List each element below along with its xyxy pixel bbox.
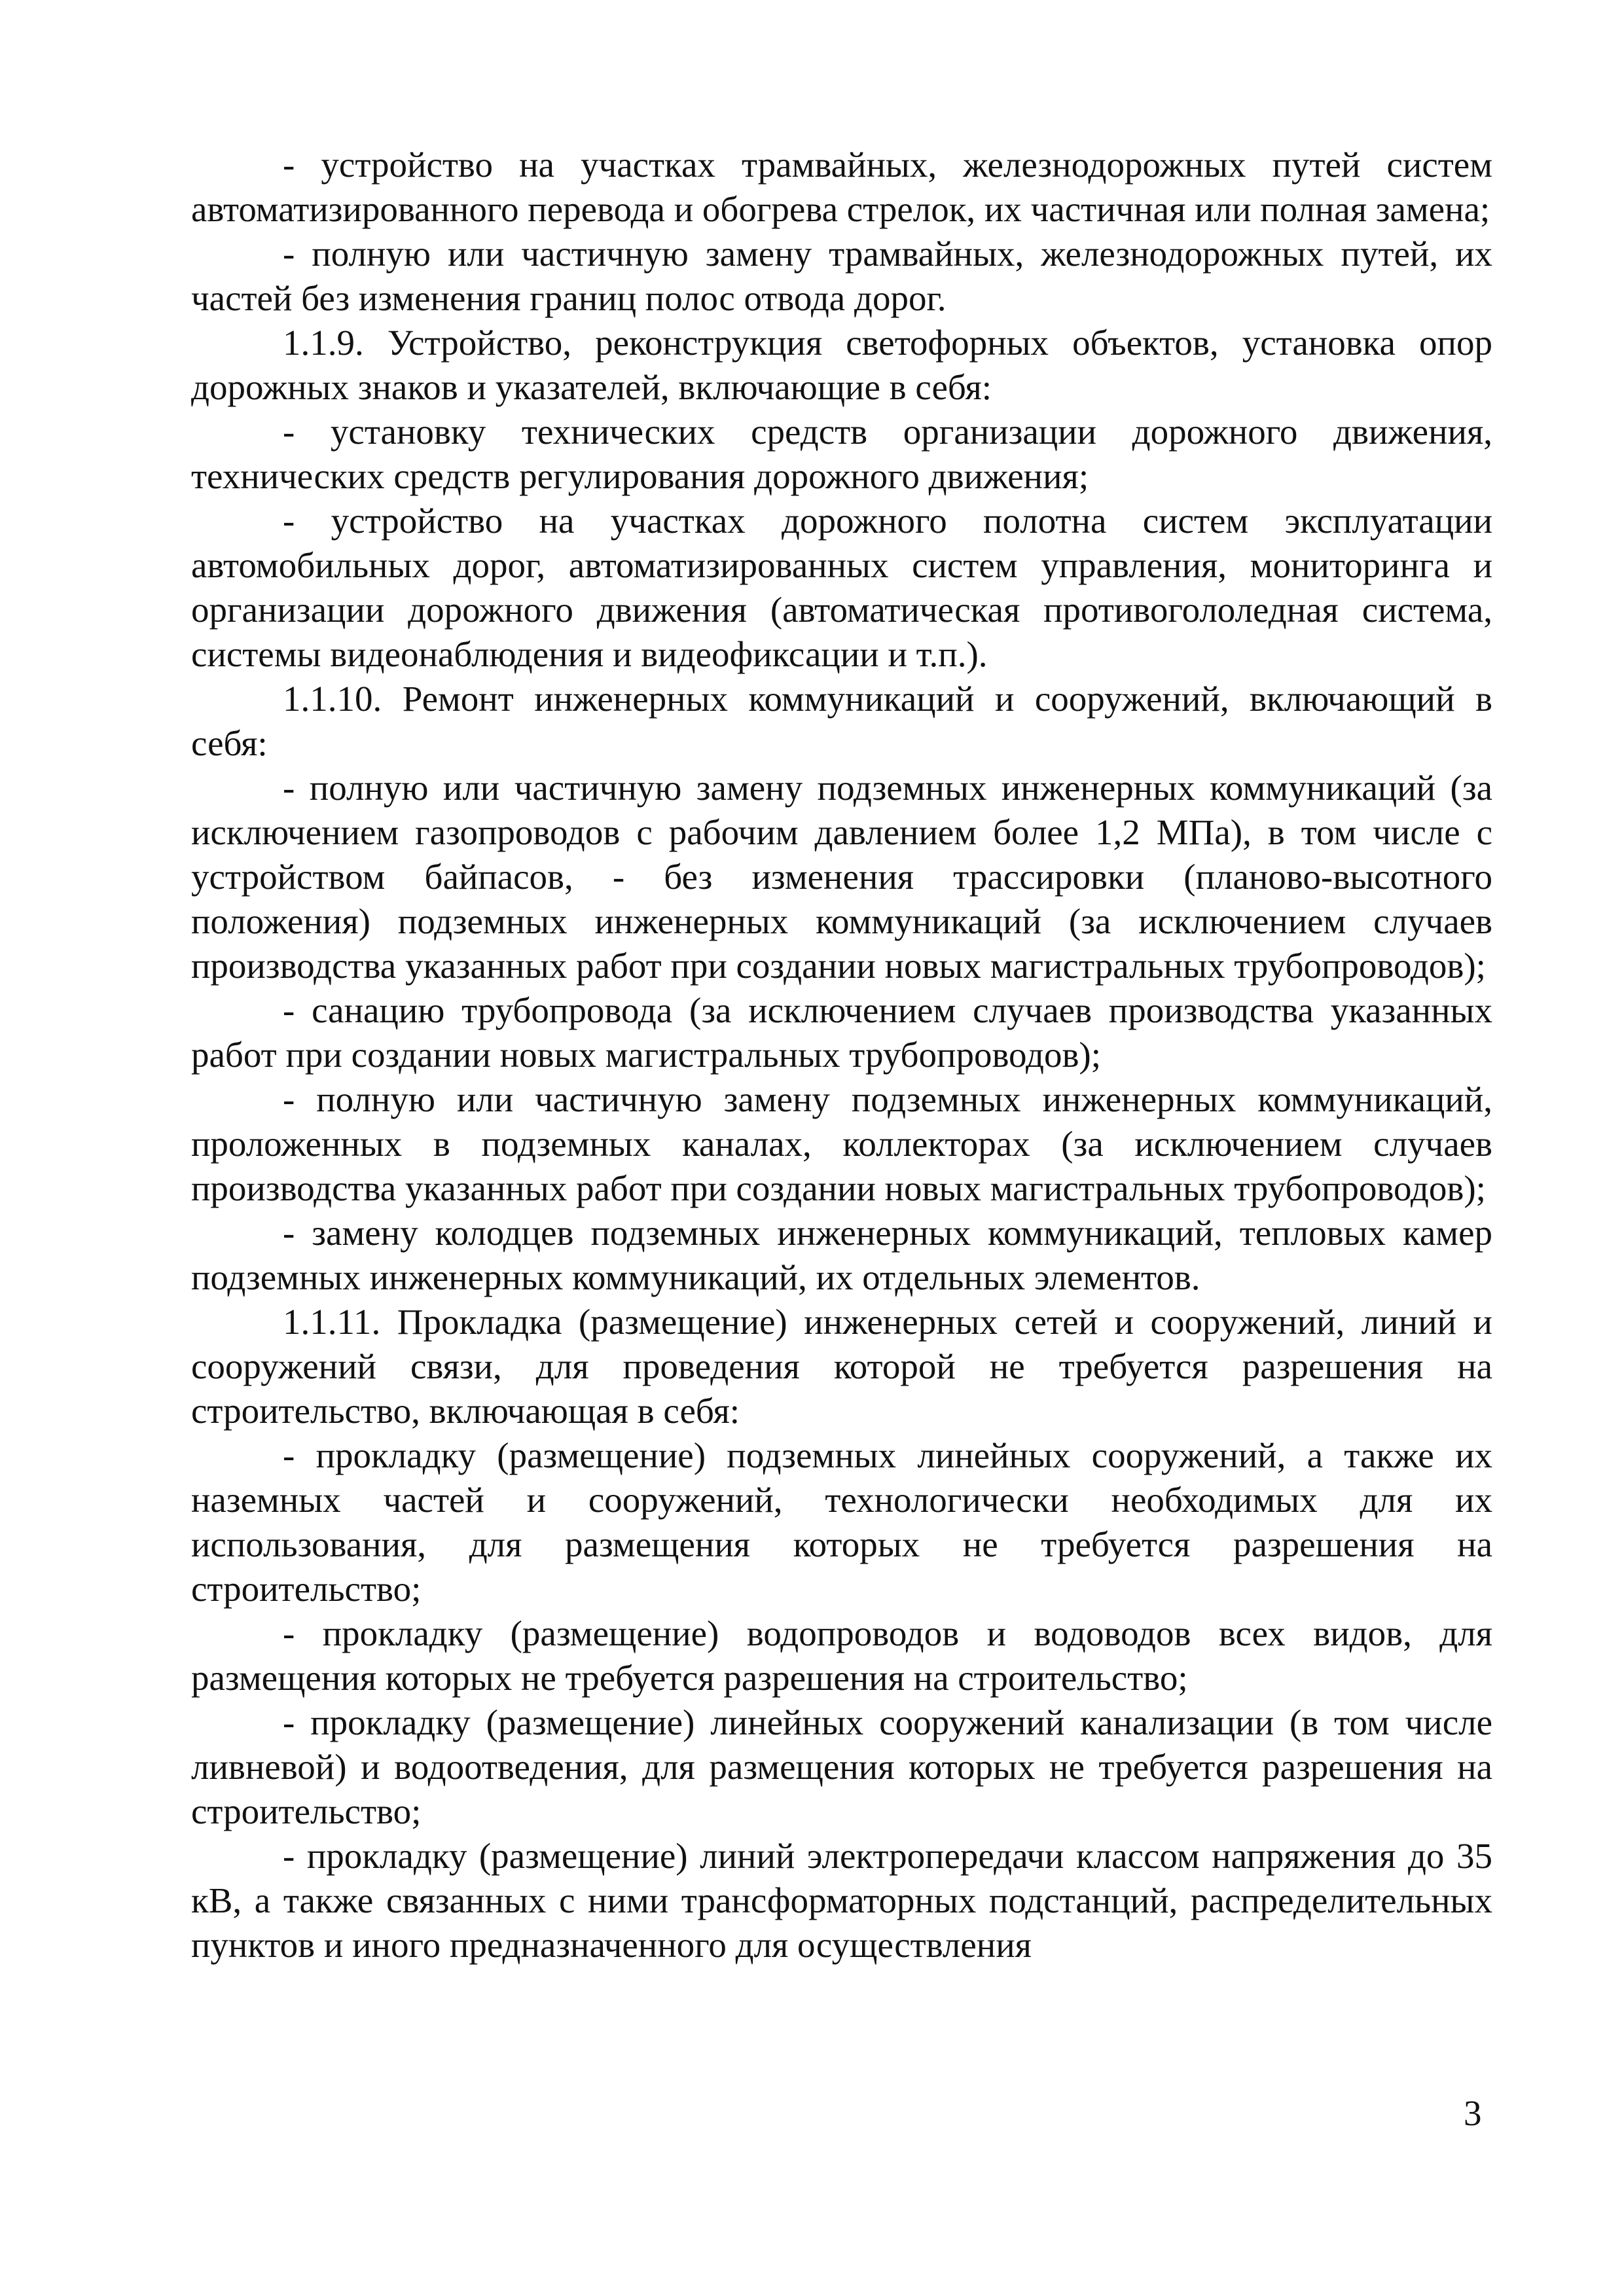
paragraph-road-operation-systems: - устройство на участках дорожного полотна систем эксплуатации автомобильных дорог, автоматизированных систем управления, мониторинга и организации дорожного движения (автоматическая противогололедная система, системы видеонаблюдения и видеофиксации и т.п.). xyxy=(191,501,1492,674)
paragraph-underground-linear-structures: - прокладку (размещение) подземных линейных сооружений, а также их наземных частей и сооружений, технологически необходимых для их использования, для размещения которых не требуется разрешения на строительство; xyxy=(191,1435,1492,1609)
document-body xyxy=(191,143,1492,1967)
paragraph-section-1-1-9: 1.1.9. Устройство, реконструкция светофорных объектов, установка опор дорожных знаков и указателей, включающие в себя: xyxy=(191,323,1492,407)
paragraph-section-1-1-11: 1.1.11. Прокладка (размещение) инженерных сетей и сооружений, линий и сооружений связи, для проведения которой не требуется разрешения на строительство, включающая в себя: xyxy=(191,1302,1492,1431)
paragraph-section-1-1-10: 1.1.10. Ремонт инженерных коммуникаций и сооружений, включающий в себя: xyxy=(191,679,1492,763)
paragraph-rail-track-replacement: - полную или частичную замену трамвайных, железнодорожных путей, их частей без изменения границ полос отвода дорог. xyxy=(191,234,1492,318)
paragraph-sewerage-structures: - прокладку (размещение) линейных сооружений канализации (в том числе ливневой) и водоотведения, для размещения которых не требуется разрешения на строительство; xyxy=(191,1702,1492,1831)
paragraph-rail-switch-systems: - устройство на участках трамвайных, железнодорожных путей систем автоматизированного перевода и обогрева стрелок, их частичная или полная замена; xyxy=(191,145,1492,229)
paragraph-traffic-control-means: - установку технических средств организации дорожного движения, технических средств регулирования дорожного движения; xyxy=(191,412,1492,496)
paragraph-utilities-in-channels: - полную или частичную замену подземных инженерных коммуникаций, проложенных в подземных каналах, коллекторах (за исключением случаев производства указанных работ при создании новых магистральных трубопроводов); xyxy=(191,1079,1492,1208)
paragraph-power-lines: - прокладку (размещение) линий электропередачи классом напряжения до 35 кВ, а также связанных с ними трансформаторных подстанций, распределительных пунктов и иного предназначенного для осуществления xyxy=(191,1836,1492,1965)
paragraph-pipeline-sanitation: - санацию трубопровода (за исключением случаев производства указанных работ при создании новых магистральных трубопроводов); xyxy=(191,990,1492,1075)
page-number: 3 xyxy=(1464,2093,1482,2133)
paragraph-wells-replacement: - замену колодцев подземных инженерных коммуникаций, тепловых камер подземных инженерных коммуникаций, их отдельных элементов. xyxy=(191,1213,1492,1297)
paragraph-water-pipelines: - прокладку (размещение) водопроводов и водоводов всех видов, для размещения которых не требуется разрешения на строительство; xyxy=(191,1613,1492,1698)
paragraph-underground-utilities-replacement: - полную или частичную замену подземных инженерных коммуникаций (за исключением газопроводов с рабочим давлением более 1,2 МПа), в том числе с устройством байпасов, - без изменения трассировки (планово-высотного положения) подземных инженерных коммуникаций (за исключением случаев производства указанных работ при создании новых магистральных трубопроводов); xyxy=(191,768,1492,986)
